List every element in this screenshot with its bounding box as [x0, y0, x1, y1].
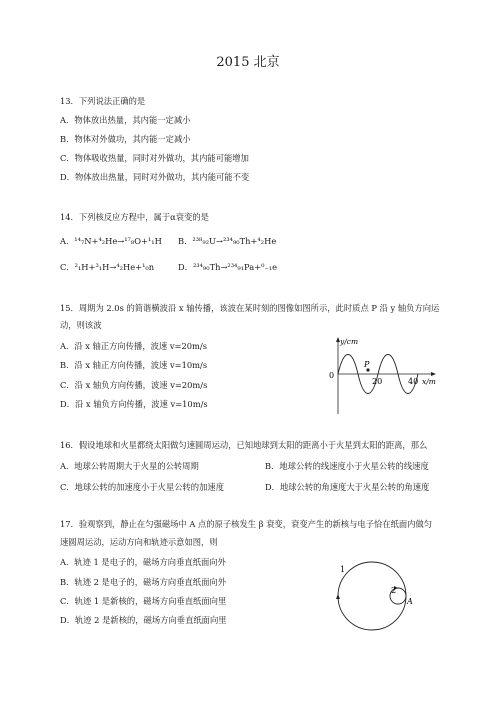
- q13-option-b: B．物体对外做功，其内能一定减小: [60, 134, 191, 144]
- track-1-arrow: [336, 594, 340, 599]
- origin-label: 0: [329, 371, 335, 380]
- x-axis-arrow: [431, 372, 436, 376]
- q17-option-d: D．轨迹 2 是新核的，磁场方向垂直纸面向里: [60, 615, 227, 625]
- q17-option-a: A．轨迹 1 是电子的，磁场方向垂直纸面向外: [60, 557, 226, 567]
- track-2-label: 2: [391, 586, 397, 595]
- q13-option-d: D．物体放出热量，同时对外做功，其内能可能不变: [60, 172, 250, 182]
- track-diagram: [336, 556, 416, 636]
- q15-option-c: C．沿 x 轴负方向传播，波速 v=20m/s: [60, 380, 208, 390]
- q17-option-c: C．轨迹 1 是新核的，磁场方向垂直纸面向里: [60, 596, 227, 606]
- q13-stem: 13．下列说法正确的是: [60, 96, 146, 106]
- q13-option-a: A．物体放出热量，其内能一定减小: [60, 115, 191, 125]
- track-1-label: 1: [340, 565, 346, 574]
- q15-stem-line2: 动，则该波: [60, 320, 102, 330]
- q16-option-c: C．地球公转的加速度小于火星公转的加速度: [60, 482, 224, 492]
- point-a-label: A: [407, 597, 413, 606]
- page-title: 2015 北京: [216, 55, 280, 70]
- q14-option-c: C．²₁H+³₁H→⁴₂He+¹₀n: [60, 262, 155, 272]
- q14-option-b: B．²³⁸₉₂U→²³⁴₉₀Th+⁴₂He: [178, 236, 277, 246]
- q15-stem-line1: 15．周期为 2.0s 的简谐横波沿 x 轴传播，该波在某时刻的图像如图所示，此时质点 P 沿 y 轴负方向运: [60, 303, 440, 313]
- wave-graph: [324, 334, 440, 420]
- q17-stem-line1: 17．验观察到，静止在匀强磁场中 A 点的原子核发生 β 衰变，衰变产生的新核与电子恰在纸面内做匀: [60, 519, 433, 529]
- x-tick-20: 20: [372, 377, 383, 386]
- q13-option-c: C．物体吸收热量，同时对外做功，其内能可能增加: [60, 153, 249, 163]
- q16-stem: 16．假设地球和火星都绕太阳做匀速圆周运动，已知地球到太阳的距离小于火星到太阳的距离，那么: [60, 440, 428, 450]
- q15-option-b: B．沿 x 轴正方向传播，波速 v=10m/s: [60, 360, 208, 370]
- q14-option-d: D．²³⁴₉₀Th→²³⁴₉₁Pa+⁰₋₁e: [178, 262, 278, 272]
- q16-option-d: D．地球公转的角速度大于火星公转的角速度: [265, 482, 430, 492]
- x-axis-label: x/m: [422, 377, 436, 386]
- x-tick-40: 40: [408, 377, 419, 386]
- point-p-label: P: [364, 360, 370, 369]
- y-axis-label: y/cm: [340, 337, 359, 346]
- q16-option-b: B．地球公转的线速度小于火星公转的线速度: [265, 461, 429, 471]
- q15-option-d: D．沿 x 轴负方向传播，波速 v=10m/s: [60, 399, 208, 409]
- q16-option-a: A．地球公转周期大于火星的公转周期: [60, 461, 199, 471]
- q15-option-a: A．沿 x 轴正方向传播，波速 v=20m/s: [60, 341, 207, 351]
- q14-stem: 14．下列核反应方程中，属于α衰变的是: [60, 212, 209, 222]
- track-1-circle: [338, 562, 406, 630]
- q17-stem-line2: 速圆周运动，运动方向和轨迹示意如图，则: [60, 537, 218, 547]
- q17-option-b: B．轨迹 2 是电子的，磁场方向垂直纸面向外: [60, 577, 226, 587]
- q14-option-a: A．¹⁴₇N+⁴₂He→¹⁷₈O+¹₁H: [60, 236, 162, 246]
